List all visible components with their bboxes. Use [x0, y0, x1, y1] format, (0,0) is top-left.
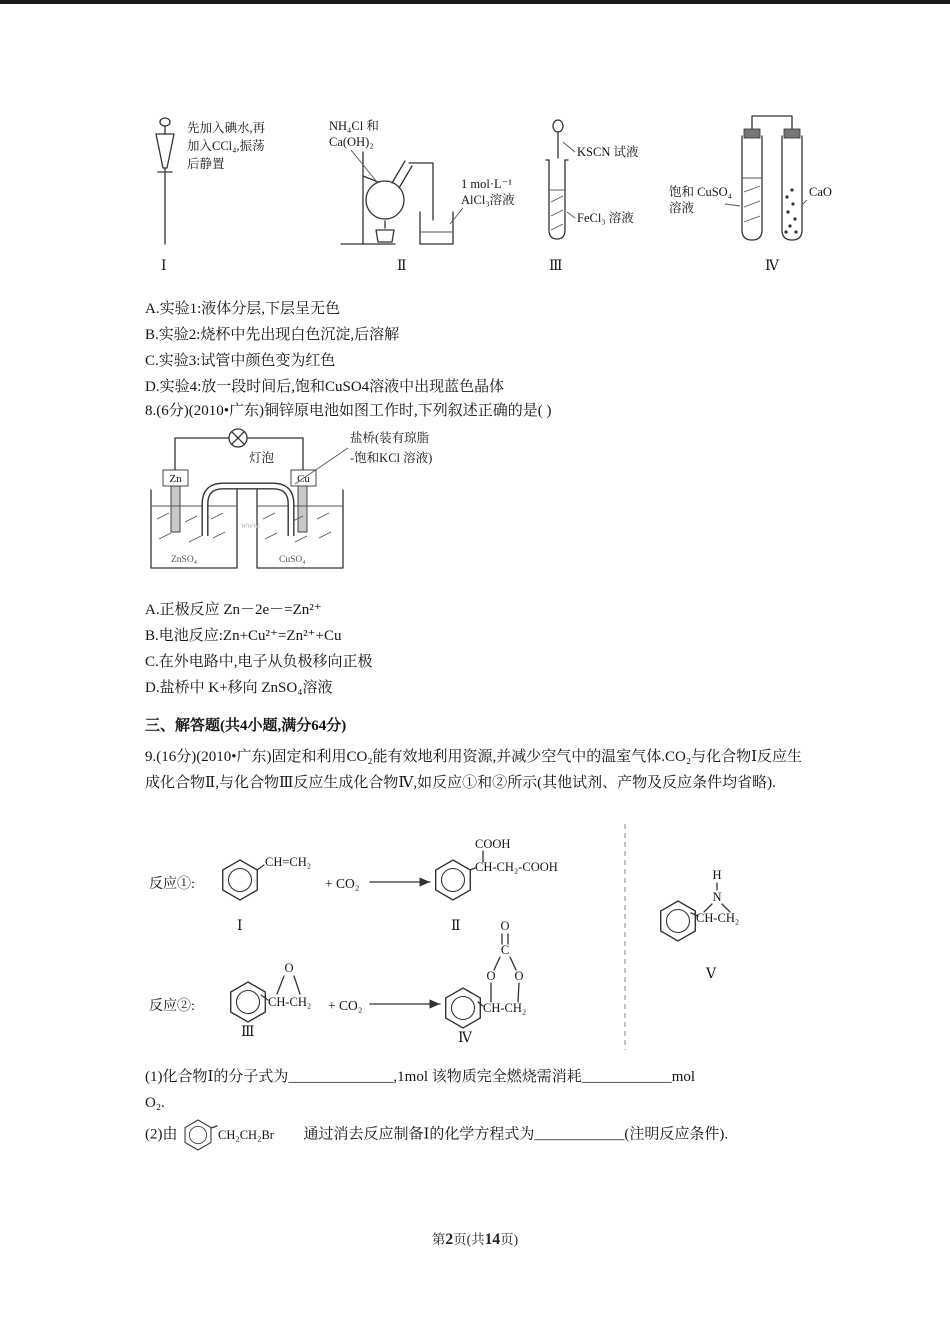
footer-page-number: 2 — [445, 1231, 454, 1248]
bromide-chain: CH₂CH₂Br — [217, 1128, 274, 1142]
exp1-label: Ⅰ — [161, 259, 167, 274]
benzene-ring-I — [223, 860, 258, 900]
q9-sub1-line1: (1)化合物Ⅰ的分子式为______________,1mol 该物质完全燃烧需消耗____________mol — [145, 1069, 696, 1085]
exp4-label: Ⅳ — [765, 259, 779, 274]
structure4-o-left: O — [486, 969, 496, 983]
left-solution-label: ZnSO₄ — [171, 555, 198, 565]
q7-option-d: D.实验4:放一段时间后,饱和CuSO4溶液中出现蓝色晶体 — [145, 379, 505, 395]
separating-funnel-diagram — [156, 118, 174, 244]
section3-header: 三、解答题(共4小题,满分64分) — [145, 718, 347, 734]
structure3-chain: CH-CH₂ — [268, 995, 312, 1009]
footer-post: 页) — [500, 1232, 519, 1247]
exp4-left-label-line2: 溶液 — [669, 201, 695, 215]
q8-stem: 8.(6分)(2010•广东)铜锌原电池如图工作时,下列叙述正确的是( ) — [145, 403, 552, 419]
structure4-o-right: O — [514, 969, 524, 983]
structure1-group: CH=CH₂ — [265, 855, 312, 869]
plus-co2-2: + CO₂ — [328, 998, 363, 1013]
watermark: www. — [241, 520, 261, 530]
q9-sub1 — [145, 1064, 813, 1116]
footer-total-pages: 14 — [484, 1231, 501, 1248]
q9-sub2 — [145, 1116, 800, 1154]
benzene-ring-III — [231, 982, 266, 1022]
exp2-reagent-line1: NH₄Cl 和 — [329, 119, 379, 133]
light-bulb-icon — [229, 429, 247, 447]
exp1-note-line3: 后静置 — [187, 157, 225, 171]
q9-sub2-suffix: 通过消去反应制备Ⅰ的化学方程式为____________(注明反应条件). — [303, 1126, 729, 1143]
circuit-wires — [175, 438, 303, 472]
exp3-label: Ⅲ — [549, 259, 563, 274]
q8-option-d: D.盐桥中 K+移向 ZnSO₄溶液 — [145, 680, 333, 696]
exp1-note-line2: 加入CCl₄,振荡 — [187, 139, 265, 153]
page-top-border — [0, 0, 950, 4]
structure4-o-top: O — [500, 919, 510, 933]
structure5-n: N — [712, 890, 722, 904]
test-tube-dropper-diagram — [546, 120, 575, 239]
heating-flask-diagram — [341, 150, 463, 244]
page-footer — [0, 1228, 950, 1249]
structure5-number: Ⅴ — [706, 967, 717, 982]
exp3-dropper-label: KSCN 试液 — [577, 145, 639, 159]
exp1-note-line1: 先加入碘水,再 — [187, 121, 266, 135]
salt-bridge-label-line2: -饱和KCl 溶液) — [350, 451, 433, 465]
footer-mid: 页(共 — [453, 1232, 485, 1247]
experiment-apparatus-figure — [145, 112, 845, 282]
structure4-chain: CH-CH₂ — [483, 1001, 527, 1015]
right-solution-label: CuSO₄ — [279, 555, 306, 565]
reaction2-label: 反应②: — [149, 999, 195, 1014]
q7-option-c: C.实验3:试管中颜色变为红色 — [145, 353, 336, 369]
benzene-ring-bromide — [185, 1120, 211, 1150]
exp2-solution-line1: 1 mol·L⁻¹ — [461, 177, 512, 191]
q8-option-b: B.电池反应:Zn+Cu²⁺=Zn²⁺+Cu — [145, 628, 342, 644]
q8-option-c: C.在外电路中,电子从负极移向正极 — [145, 654, 373, 670]
exp4-right-label: CaO — [809, 185, 832, 199]
exp3-solution-label: FeCl₃ 溶液 — [577, 211, 634, 225]
q7-option-b: B.实验2:烧杯中先出现白色沉淀,后溶解 — [145, 327, 400, 343]
reaction-scheme-figure — [145, 818, 845, 1056]
salt-bridge-label-line1: 盐桥(装有琼脂 — [350, 431, 430, 445]
benzene-ring-IV — [446, 988, 481, 1028]
exp2-reagent-line2: Ca(OH)₂ — [329, 135, 374, 149]
connected-tubes-diagram — [725, 116, 807, 240]
q9-stem: 9.(16分)(2010•广东)固定和利用CO₂能有效地利用资源,并减少空气中的温室气体.CO₂与化合物Ⅰ反应生成化合物Ⅱ,与化合物Ⅲ反应生成化合物Ⅳ,如反应①和②所示(其他试剂、产物及反应条件均省略). — [145, 749, 803, 791]
q9-sub1-line2: O₂. — [145, 1095, 165, 1111]
structure1-number: Ⅰ — [237, 919, 243, 934]
q7-options — [145, 296, 504, 400]
q8-option-a: A.正极反应 Zn－2e－=Zn²⁺ — [145, 602, 322, 618]
plus-co2-1: + CO₂ — [325, 876, 360, 891]
reaction1-label: 反应①: — [149, 877, 195, 892]
bulb-label: 灯泡 — [249, 451, 275, 465]
structure5-h: H — [712, 868, 722, 882]
benzene-ring-II — [436, 860, 471, 900]
battery-diagram — [145, 424, 585, 604]
structure2-chain: CH-CH₂-COOH — [475, 860, 558, 874]
exp2-label: Ⅱ — [397, 259, 407, 274]
q8-options — [145, 597, 373, 701]
zn-label: Zn — [169, 473, 182, 485]
structure2-cooh-top: COOH — [475, 837, 511, 851]
bromide-structure-figure — [182, 1116, 300, 1154]
structure3-number: Ⅲ — [241, 1025, 255, 1040]
footer-pre: 第 — [431, 1232, 446, 1247]
structure4-c: C — [500, 943, 510, 957]
cu-label: Cu — [297, 473, 310, 485]
salt-bridge — [205, 448, 348, 536]
benzene-ring-V — [661, 901, 696, 941]
exp2-solution-line2: AlCl₃溶液 — [461, 193, 515, 207]
exp4-left-label-line1: 饱和 CuSO₄ — [669, 185, 733, 199]
q9-sub2-prefix: (2)由 — [145, 1126, 178, 1143]
q7-option-a: A.实验1:液体分层,下层呈无色 — [145, 301, 341, 317]
structure4-number: Ⅳ — [458, 1031, 472, 1046]
structure3-o: O — [284, 961, 294, 975]
structure5-chain: CH-CH₂ — [696, 911, 740, 925]
structure2-number: Ⅱ — [451, 919, 461, 934]
